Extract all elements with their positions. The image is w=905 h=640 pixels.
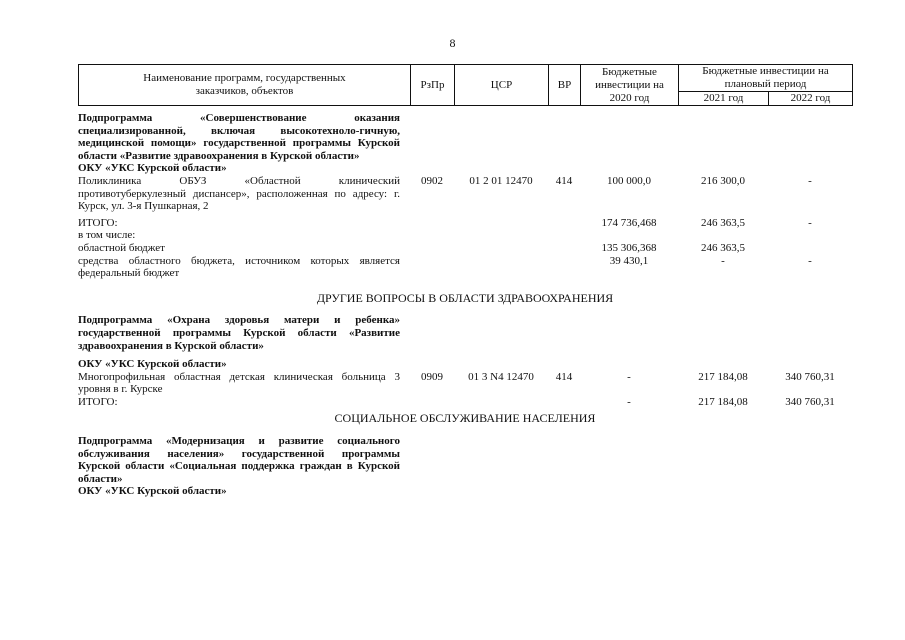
header-inv-plan: Бюджетные инвестиции на плановый период	[679, 65, 853, 92]
federal-budget-row: средства областного бюджета, источником которых является федеральный бюджет 39 430,1 - -	[78, 254, 812, 280]
header-inv-2020: Бюджетные инвестиции на 2020 год	[581, 65, 679, 106]
header-vr: ВР	[549, 65, 581, 106]
total-row-2: ИТОГО: - 217 184,08 340 760,31	[78, 395, 835, 408]
header-2021: 2021 год	[679, 92, 769, 106]
header-2022: 2022 год	[769, 92, 853, 106]
subprogram-1: Подпрограмма «Совершенствование оказания специализированной, включая высокотехноло-гичную, медицинской помощи» государственной программы Курской области «Развитие здравоохранения в Курской области»	[78, 112, 400, 162]
table-body	[78, 112, 852, 498]
including-label: в том числе:	[78, 229, 136, 242]
table-header	[78, 64, 853, 106]
header-csr: ЦСР	[455, 65, 549, 106]
header-rzpr: РзПр	[411, 65, 455, 106]
page-number: 8	[449, 36, 456, 50]
customer-2: ОКУ «УКС Курской области»	[78, 358, 227, 371]
table-row: Многопрофильная областная детская клиническая больница 3 уровня в г. Курске 0909 01 3 N4 12470 414 - 217 184,08 340 760,31	[78, 370, 835, 396]
section-title-health-other: ДРУГИЕ ВОПРОСЫ В ОБЛАСТИ ЗДРАВООХРАНЕНИЯ	[316, 290, 614, 305]
subprogram-2: Подпрограмма «Охрана здоровья матери и ребенка» государственной программы Курской области «Развитие здравоохранения в Курской области»	[78, 314, 400, 352]
section-title-social-service: СОЦИАЛЬНОЕ ОБСЛУЖИВАНИЕ НАСЕЛЕНИЯ	[334, 411, 596, 426]
customer-1: ОКУ «УКС Курской области»	[78, 162, 227, 175]
header-name: Наименование программ, государственных заказчиков, объектов	[79, 65, 411, 106]
subprogram-3: Подпрограмма «Модернизация и развитие социального обслуживания населения» государственной программы Курской области «Социальная поддержка граждан в Курской области»	[78, 435, 400, 485]
customer-3: ОКУ «УКС Курской области»	[78, 485, 227, 498]
regional-budget-row: областной бюджет 135 306,368 246 363,5	[78, 241, 745, 254]
table-row: Поликлиника ОБУЗ «Областной клинический противотуберкулезный диспансер», расположенная по адресу: г. Курск, ул. 3-я Пушкарная, 2 0902 01 2 01 12470 414 100 000,0 216 300,0 -	[78, 174, 812, 213]
total-row-1: ИТОГО: 174 736,468 246 363,5 -	[78, 216, 812, 229]
